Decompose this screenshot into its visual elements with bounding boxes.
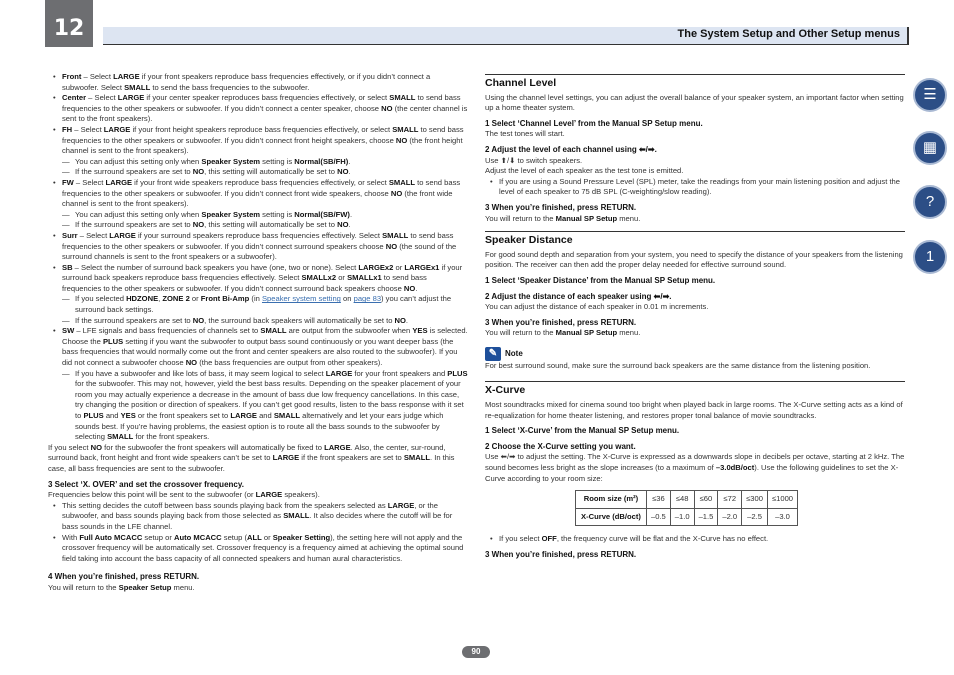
paragraph: Use ⬆/⬇ to switch speakers. (485, 155, 583, 165)
paragraph: Using the channel level settings, you can adjust the overall balance of your speaker system, an important factor when setting up a home theater system. (485, 92, 904, 113)
list-item: • SW – LFE signals and bass frequencies of channels set to SMALL are output from the subwoofer when YES is selected. Choose the PLUS setting if you want the subwoofer to output bass sound continuously or you want deeper bass (the bass frequencies that would normally come out the front and center speakers are also routed to the subwoofer). If you did not connect a subwoofer choose NO (the bass frequencies are output from other speakers). (48, 326, 468, 368)
table-cell: ≤1000 (767, 491, 797, 509)
paragraph: The test tones will start. (485, 129, 565, 139)
step-heading: 3 When you’re finished, press RETURN. (485, 202, 637, 212)
step-heading: 2 Adjust the distance of each speaker using ⬅/➡. (485, 291, 672, 301)
left-column (48, 72, 468, 594)
step-heading: 2 Adjust the level of each channel using ⬅/➡. (485, 144, 657, 154)
list-item: • This setting decides the cutoff between bass sounds playing back from the speakers selected as LARGE, or the subwoofer, and bass sounds playing back from those selected as SMALL. It also decides where the cutoff will be for bass sounds in the LFE channel. (48, 501, 468, 533)
table-header: X-Curve (dB/oct) (576, 508, 647, 526)
list-item: • With Full Auto MCACC setup or Auto MCACC setup (ALL or Speaker Setting), the setting here will not apply and the crossover frequency will be automatically set. Crossover frequency is a frequency aimed at achieving the optimal sound field taking into account the bass capacity of all connected speakers and human aural characteristics. (48, 533, 468, 565)
list-item: • FW – Select LARGE if your front wide speakers reproduce bass frequencies effectively, or select SMALL to send bass frequencies to the other speakers or subwoofer. If you didn’t connect front wide speakers, choose NO (the front wide channel is sent to the front speakers). (48, 178, 468, 210)
sub-note: — If the surround speakers are set to NO, this setting will automatically be set to NO. (48, 220, 468, 231)
list-item: • If you are using a Sound Pressure Level (SPL) meter, take the readings from your main listening position and adjust the level of each speaker to 75 dB SPL (C-weighting/slow reading). (485, 177, 905, 198)
table-row (576, 508, 798, 526)
sub-note: — If you selected HDZONE, ZONE 2 or Front Bi-Amp (in Speaker system setting on page 83) you can’t adjust the surround back settings. (48, 294, 468, 315)
table-cell: ≤72 (718, 491, 742, 509)
header-bar (103, 27, 909, 45)
step-heading: 1 Select ‘Speaker Distance’ from the Manual SP Setup menu. (485, 275, 716, 285)
table-header: Room size (m²) (576, 491, 647, 509)
list-item: • Front – Select LARGE if your front speakers reproduce bass frequencies effectively, or if you didn’t connect a subwoofer. Select SMALL to send the bass frequencies to the subwoofer. (48, 72, 468, 93)
step-heading: 1 Select ‘Channel Level’ from the Manual SP Setup menu. (485, 118, 703, 128)
step-heading: 3 When you’re finished, press RETURN. (485, 317, 637, 327)
paragraph: You will return to the Manual SP Setup menu. (485, 213, 641, 223)
table-cell: –0.5 (647, 508, 671, 526)
table-cell: –2.0 (718, 508, 742, 526)
table-cell: ≤48 (670, 491, 694, 509)
list-item: • If you select OFF, the frequency curve will be flat and the X-Curve has no effect. (485, 534, 905, 545)
sub-note: — You can adjust this setting only when Speaker System setting is Normal(SB/FH). (48, 157, 468, 168)
page-83-link[interactable]: page 83 (353, 294, 382, 304)
section-title-x-curve: X-Curve (485, 381, 905, 396)
paragraph: For good sound depth and separation from your system, you need to specify the distance of your speakers from the listening position. The receiver can then add the proper delay needed for effective surround sound. (485, 249, 903, 270)
list-item: • Surr – Select LARGE if your surround speakers reproduce bass frequencies effectively. Select SMALL to send bass frequencies to the other speakers or subwoofer. If you didn’t connect surround speakers choose NO (the sound of the surround channels is sent to the front speakers or a subwoofer). (48, 231, 468, 263)
page-number: 90 (462, 646, 490, 658)
step-heading: 4 When you’re finished, press RETURN. (48, 572, 200, 582)
table-cell: –1.5 (694, 508, 718, 526)
sub-note: — If the surround speakers are set to NO, this setting will automatically be set to NO. (48, 167, 468, 178)
paragraph: You can adjust the distance of each speaker in 0.01 m increments. (485, 302, 709, 312)
paragraph: Use ⬅/➡ to adjust the setting. The X-Curve is expressed as a downwards slope in decibels per octave, starting at 2 kHz. The sound becomes less bright as the slope increases (to a maximum of –3.0dB/oct). Use the following guidelines to set the X-Curve according to your room size: (485, 452, 905, 483)
pencil-icon: ✎ (485, 347, 501, 361)
list-item: • Center – Select LARGE if your center speaker reproduces bass frequencies effectively, or select SMALL to send bass frequencies to the other speakers or subwoofer. If you didn’t connect a center speaker, choose NO (the center channel is sent to the front speakers). (48, 93, 468, 125)
sub-note: — If you have a subwoofer and like lots of bass, it may seem logical to select LARGE for your front speakers and PLUS for the subwoofer. This may not, however, yield the best bass results. Depending on the speaker placement of your room you may actually experience a decrease in the amount of bass due low frequency cancellations. In this case, try changing the position or direction of speakers. If you can’t get good results, listen to the bass response with it set to PLUS and YES or the front speakers set to LARGE and SMALL alternatively and let your ears judge which sounds best. If you’re having problems, the easiest option is to route all the bass sounds to the subwoofer by selecting SMALL for the front speakers. (48, 369, 468, 443)
paragraph: You will return to the Speaker Setup menu. (48, 582, 195, 592)
paragraph: Frequencies below this point will be sent to the subwoofer (or LARGE speakers). (48, 490, 320, 500)
note-text: For best surround sound, make sure the surround back speakers are the same distance from the listening position. (485, 360, 871, 370)
sub-note: — If the surround speakers are set to NO, the surround back speakers will automatically be set to NO. (48, 316, 468, 327)
table-cell: ≤300 (742, 491, 768, 509)
question-icon[interactable]: ? (913, 185, 947, 219)
paragraph: Most soundtracks mixed for cinema sound too bright when played back in large rooms. The X-Curve setting acts as a kind of re-equalization for home theater listening, and restores proper tonal balance of movie soundtracks. (485, 400, 903, 420)
remote-icon[interactable]: ▦ (913, 131, 947, 165)
table-cell: –2.5 (742, 508, 768, 526)
table-cell: ≤36 (647, 491, 671, 509)
list-item: • FH – Select LARGE if your front height speakers reproduce bass frequencies effectively, or select SMALL to send bass frequencies to the other speakers or subwoofer. If you didn’t connect front height speakers, choose NO (the front height channel is sent to the front speakers). (48, 125, 468, 157)
step-heading: 1 Select ‘X-Curve’ from the Manual SP Setup menu. (485, 426, 680, 436)
table-cell: ≤60 (694, 491, 718, 509)
speaker-system-setting-link[interactable]: Speaker system setting (261, 294, 341, 304)
list-item: • SB – Select the number of surround back speakers you have (one, two or none). Select LARGEx2 or LARGEx1 if your surround back speakers reproduce bass frequencies effectively. Select SMALLx2 or SMALLx1 to send bass frequencies to the other speakers or subwoofer. If you didn’t connect surround back speakers choose NO. (48, 263, 468, 295)
step-heading: 2 Choose the X-Curve setting you want. (485, 441, 636, 451)
x-curve-table (575, 490, 798, 526)
table-cell: –1.0 (670, 508, 694, 526)
table-row (576, 491, 798, 509)
chapter-number: 12 (45, 0, 93, 47)
table-cell: –3.0 (767, 508, 797, 526)
note-heading: ✎ Note (485, 347, 905, 361)
step-heading: 3 When you’re finished, press RETURN. (485, 550, 637, 559)
one-two-icon[interactable]: 1 (913, 240, 947, 274)
section-title-channel-level: Channel Level (485, 74, 905, 89)
paragraph: If you select NO for the subwoofer the front speakers will automatically be fixed to LARGE. Also, the center, sur-round, surround back, front height and front wide speakers can’t be set to LARGE if the front speakers are set to SMALL. In this case, all bass frequencies are sent to the subwoofer. (48, 442, 455, 473)
page-title: The System Setup and Other Setup menus (677, 28, 900, 40)
paragraph: Adjust the level of each speaker as the test tone is emitted. (485, 166, 684, 176)
paragraph: You will return to the Manual SP Setup menu. (485, 328, 641, 338)
step-heading: 3 Select ‘X. OVER’ and set the crossover frequency. (48, 479, 244, 489)
section-title-speaker-distance: Speaker Distance (485, 231, 905, 246)
right-column (485, 74, 905, 561)
sub-note: — You can adjust this setting only when Speaker System setting is Normal(SB/FW). (48, 210, 468, 221)
book-icon[interactable]: ☰ (913, 78, 947, 112)
